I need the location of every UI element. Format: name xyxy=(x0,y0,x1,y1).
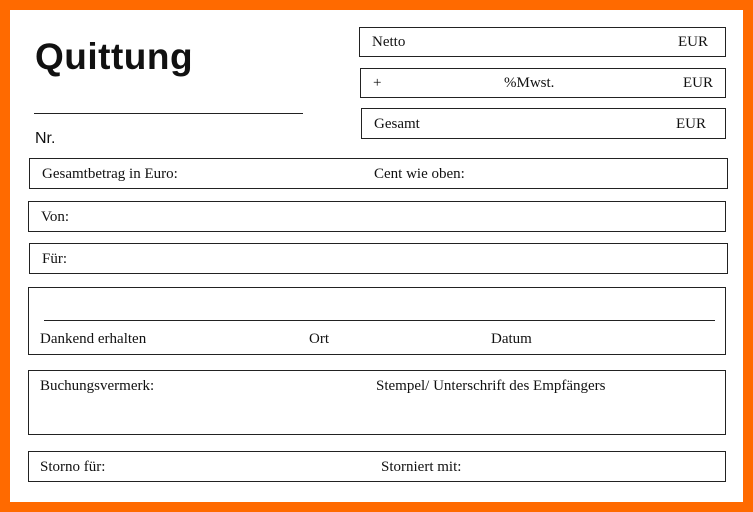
booking-note-label: Buchungsvermerk: xyxy=(40,378,155,394)
total-field[interactable] xyxy=(361,108,726,139)
from-field[interactable] xyxy=(28,201,726,232)
place-label: Ort xyxy=(309,331,329,347)
page-title: Quittung xyxy=(35,36,194,77)
signature-line xyxy=(44,320,715,321)
booking-field[interactable] xyxy=(28,370,726,435)
total-euro-label: Gesamtbetrag in Euro: xyxy=(42,166,178,182)
tax-currency: EUR xyxy=(683,75,713,91)
netto-field[interactable] xyxy=(359,27,726,57)
date-label: Datum xyxy=(491,331,532,347)
stamp-signature-label: Stempel/ Unterschrift des Empfängers xyxy=(376,378,606,394)
from-label: Von: xyxy=(41,209,70,225)
receipt-form xyxy=(10,10,743,502)
total-label: Gesamt xyxy=(374,116,420,132)
for-field[interactable] xyxy=(29,243,728,274)
for-label: Für: xyxy=(42,251,68,267)
amount-in-words-field[interactable] xyxy=(29,158,728,189)
cancelled-with-label: Storniert mit: xyxy=(381,459,462,475)
number-line xyxy=(34,113,303,114)
tax-field[interactable] xyxy=(360,68,726,98)
cancellation-field[interactable] xyxy=(28,451,726,482)
total-currency: EUR xyxy=(676,116,706,132)
storno-label: Storno für: xyxy=(40,459,106,475)
number-label: Nr. xyxy=(35,130,56,147)
tax-label: %Mwst. xyxy=(504,75,555,91)
netto-label: Netto xyxy=(372,34,406,50)
received-label: Dankend erhalten xyxy=(40,331,147,347)
tax-prefix: + xyxy=(373,75,382,91)
cents-label: Cent wie oben: xyxy=(374,166,465,182)
signature-field[interactable] xyxy=(28,287,726,355)
netto-currency: EUR xyxy=(678,34,708,50)
